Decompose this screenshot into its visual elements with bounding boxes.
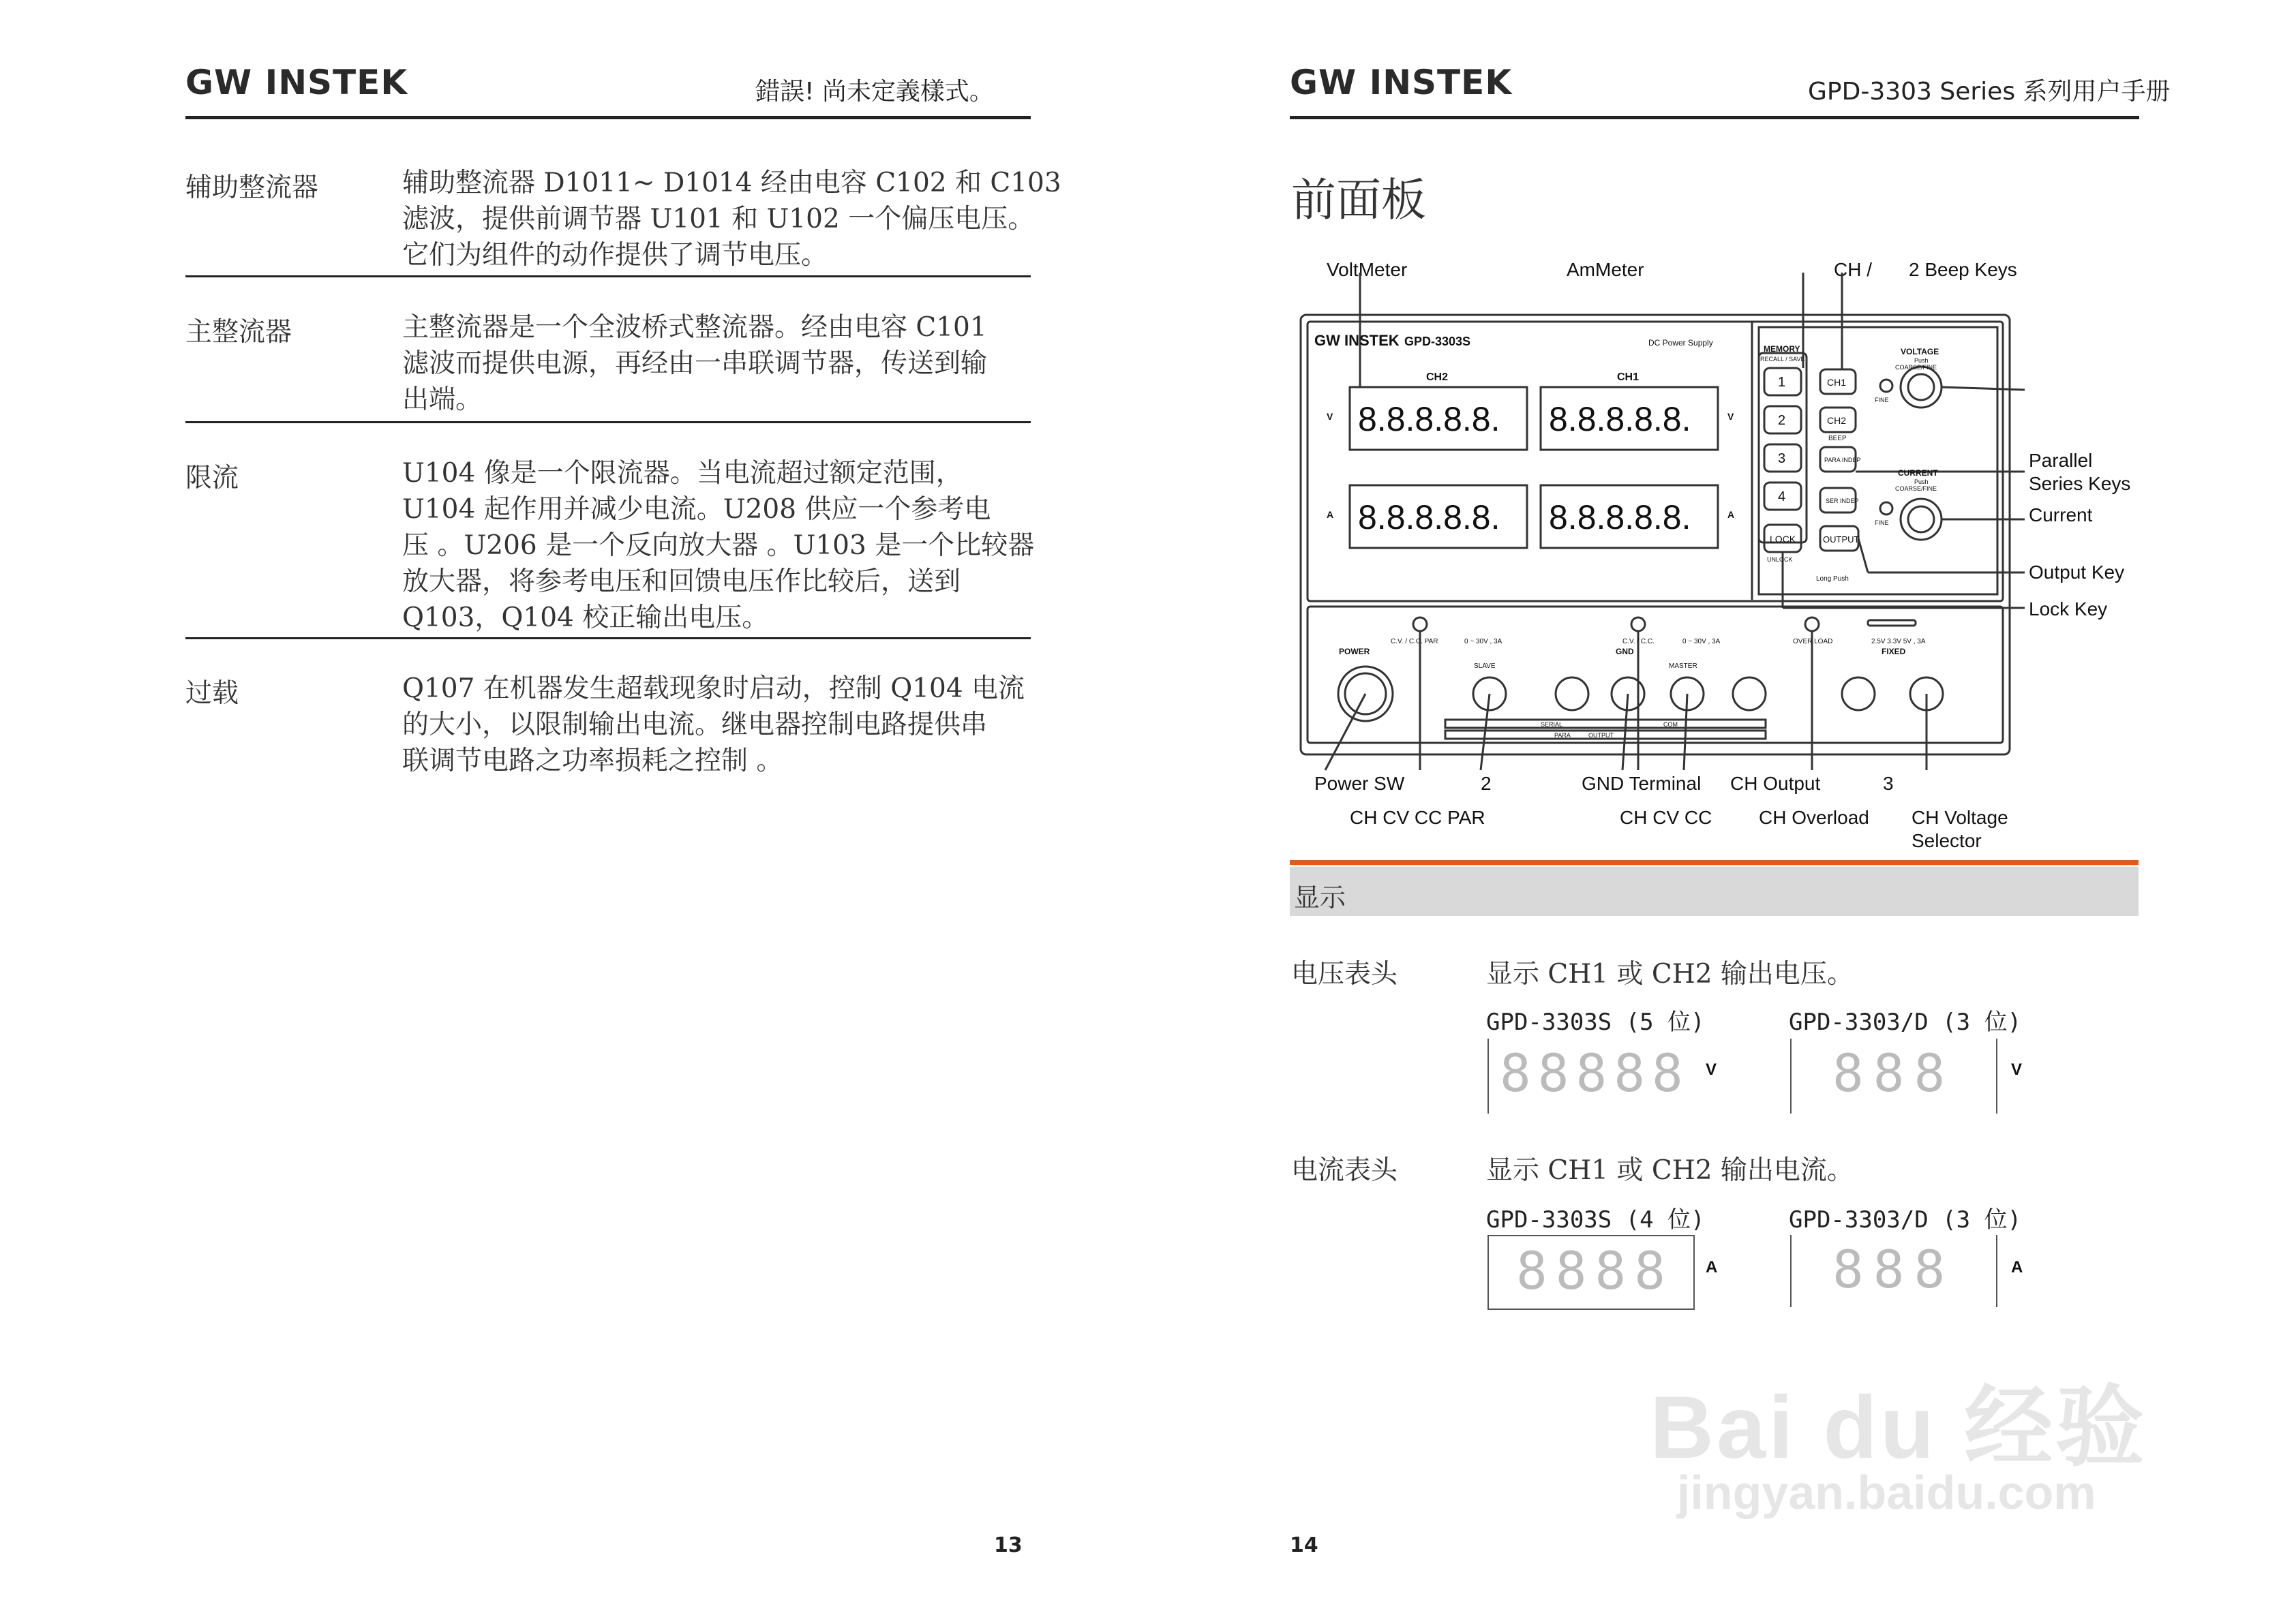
panel-unlock: UNLOCK xyxy=(1767,556,1793,563)
panel-ch2: CH2 xyxy=(1426,371,1449,383)
callout-current: Current xyxy=(2029,504,2093,525)
panel-memory: MEMORY xyxy=(1764,344,1800,354)
panel-coarse-fine: COARSE/FINE xyxy=(1895,364,1937,371)
watermark-url: jingyan.baidu.com xyxy=(1677,1466,2096,1519)
row-text: U104 像是一个限流器。当电流超过额定范围， U104 起作用并减少电流。U208 供应一个参考电 压 。U206 是一个反向放大器 。U103 是一个比较器 放大器，将参考电压和回馈电压作比较后，送到 Q103，Q104 校正输出电压。 xyxy=(402,458,1035,633)
panel-digits: 8.8.8.8.8. xyxy=(1358,400,1500,438)
row-divider xyxy=(185,421,1031,423)
row-label: 主整流器 xyxy=(185,317,292,348)
panel-range: 0 ~ 30V , 3A xyxy=(1682,638,1721,645)
panel-v: V xyxy=(1727,411,1734,422)
panel-fixed: FIXED xyxy=(1882,647,1906,656)
current-display-4: 8888 xyxy=(1487,1235,1695,1310)
panel-cv-cc-par: C.V. / C.C. PAR xyxy=(1391,638,1438,645)
header-right: 錯誤! 尚未定義樣式。 xyxy=(755,78,994,106)
panel-fine: FINE xyxy=(1875,519,1889,526)
current-unit: A xyxy=(2011,1258,2023,1276)
brand-logo: GW INSTEK xyxy=(1290,63,1513,102)
panel-serial: SERIAL xyxy=(1541,721,1563,728)
panel-slave: SLAVE xyxy=(1474,662,1496,670)
callout-output-key: Output Key xyxy=(2029,562,2125,583)
page-title: 前面板 xyxy=(1291,174,1426,226)
callout-ch-voltage: CH Voltage xyxy=(1912,807,2008,828)
row-text: 主整流器是一个全波桥式整流器。经由电容 C101 滤波而提供电源，再经由一串联调节器，传送到输 出端。 xyxy=(402,312,988,415)
panel-para-indep: PARA INDEP xyxy=(1824,457,1861,463)
panel-cv-cc: C.V. / C.C. xyxy=(1622,638,1655,645)
voltage-unit: V xyxy=(1706,1060,1717,1079)
watermark: Bai du 经验 xyxy=(1650,1377,2147,1477)
section-title: 显示 xyxy=(1294,883,1346,913)
panel-model: GPD-3303S xyxy=(1404,335,1471,348)
row-text: 辅助整流器 D1011~ D1014 经由电容 C102 和 C103 滤波，提供前调节器 U101 和 U102 一个偏压电压。 它们为组件的动作提供了调节电压。 xyxy=(402,168,1061,271)
row-divider xyxy=(185,637,1031,639)
section-bar xyxy=(1290,867,2139,916)
panel-beep: BEEP xyxy=(1828,435,1847,442)
panel-mem-key: 4 xyxy=(1778,489,1786,504)
brand-logo: GW INSTEK xyxy=(185,63,408,102)
panel-overload: OVER LOAD xyxy=(1793,638,1833,645)
row-divider xyxy=(185,275,1031,277)
panel-lock: LOCK xyxy=(1770,534,1796,545)
callout-two: 2 xyxy=(1481,773,1492,794)
voltage-display-3: 888 xyxy=(1790,1039,1997,1114)
current-meter-label: 电流表头 xyxy=(1291,1155,1398,1186)
header-rule xyxy=(1290,116,2139,119)
callout-ch-cv-cc: CH CV CC xyxy=(1620,807,1712,828)
front-panel-diagram xyxy=(1282,273,2161,777)
panel-gnd: GND xyxy=(1616,647,1634,656)
panel-ch2-key: CH2 xyxy=(1827,415,1847,426)
header-rule xyxy=(185,116,1031,119)
display-caption: GPD-3303S (5 位) xyxy=(1486,1009,1705,1036)
callout-ch-overload: CH Overload xyxy=(1759,807,1869,828)
panel-ch1: CH1 xyxy=(1617,371,1640,383)
panel-push: Push xyxy=(1914,357,1929,364)
callout-lock-key: Lock Key xyxy=(2029,598,2108,619)
panel-para: PARA xyxy=(1554,732,1571,739)
panel-push: Push xyxy=(1914,478,1929,485)
panel-coarse-fine: COARSE/FINE xyxy=(1895,485,1937,492)
panel-fine: FINE xyxy=(1875,397,1889,403)
panel-ser-indep: SER INDEP xyxy=(1826,498,1859,504)
panel-com: COM xyxy=(1663,721,1678,728)
callout-ch-output: CH Output xyxy=(1730,773,1821,794)
panel-voltage: VOLTAGE xyxy=(1901,347,1939,356)
panel-current: CURRENT xyxy=(1898,468,1938,478)
display-caption: GPD-3303S (4 位) xyxy=(1486,1206,1705,1234)
panel-subtitle: DC Power Supply xyxy=(1648,338,1713,348)
row-label: 辅助整流器 xyxy=(185,172,319,203)
current-meter-desc: 显示 CH1 或 CH2 输出电流。 xyxy=(1486,1155,1854,1186)
callout-voltmeter: VoltMeter xyxy=(1327,259,1408,280)
section-accent xyxy=(1290,860,2139,865)
callout-three: 3 xyxy=(1883,773,1894,794)
panel-power: POWER xyxy=(1339,647,1370,656)
callout-selector: Selector xyxy=(1912,830,1982,851)
current-display-3: 888 xyxy=(1790,1235,1997,1307)
current-unit: A xyxy=(1706,1258,1718,1276)
callout-series-keys: Series Keys xyxy=(2029,473,2131,494)
display-caption: GPD-3303/D (3 位) xyxy=(1789,1009,2022,1036)
row-text: Q107 在机器发生超载现象时启动，控制 Q104 电流 的大小，以限制输出电流。继电器控制电路提供串 联调节电路之功率损耗之控制 。 xyxy=(402,673,1025,776)
panel-mem-key: 3 xyxy=(1778,451,1786,466)
panel-range: 0 ~ 30V , 3A xyxy=(1464,638,1502,645)
voltage-meter-label: 电压表头 xyxy=(1291,959,1398,990)
panel-logo: GW INSTEK xyxy=(1314,332,1400,349)
callout-ch-cv-cc-par: CH CV CC PAR xyxy=(1350,807,1485,828)
page-number: 13 xyxy=(994,1533,1023,1557)
panel-long-push: Long Push xyxy=(1816,575,1849,583)
panel-v: V xyxy=(1327,411,1333,422)
row-label: 限流 xyxy=(185,463,239,493)
header-right: GPD-3303 Series 系列用户手册 xyxy=(1808,78,2171,106)
callout-gnd-terminal: GND Terminal xyxy=(1582,773,1702,794)
row-label: 过载 xyxy=(185,678,239,709)
page-number: 14 xyxy=(1290,1533,1318,1557)
display-caption: GPD-3303/D (3 位) xyxy=(1789,1206,2022,1234)
panel-output: OUTPUT xyxy=(1823,534,1860,545)
callout-parallel: Parallel xyxy=(2029,450,2093,471)
callout-ammeter: AmMeter xyxy=(1567,259,1644,280)
panel-master: MASTER xyxy=(1669,662,1697,670)
panel-fixed-v: 2.5V 3.3V 5V , 3A xyxy=(1871,638,1926,645)
panel-recall-save: RECALL / SAVE xyxy=(1760,356,1805,363)
voltage-unit: V xyxy=(2011,1060,2023,1079)
callout-beep-keys: 2 Beep Keys xyxy=(1909,259,2017,280)
panel-ch1-key: CH1 xyxy=(1827,377,1847,388)
panel-digits: 8.8.8.8.8. xyxy=(1549,400,1691,438)
panel-a: A xyxy=(1727,509,1735,520)
panel-mem-key: 2 xyxy=(1778,413,1786,428)
panel-digits: 8.8.8.8.8. xyxy=(1358,498,1500,536)
panel-digits: 8.8.8.8.8. xyxy=(1549,498,1691,536)
voltage-display-5: 88888 xyxy=(1487,1039,1693,1114)
callout-power-sw: Power SW xyxy=(1314,773,1405,794)
voltage-meter-desc: 显示 CH1 或 CH2 输出电压。 xyxy=(1486,959,1854,990)
panel-a: A xyxy=(1327,509,1334,520)
callout-ch: CH / xyxy=(1834,259,1872,280)
panel-output-lbl: OUTPUT xyxy=(1588,732,1614,739)
panel-mem-key: 1 xyxy=(1778,375,1786,390)
